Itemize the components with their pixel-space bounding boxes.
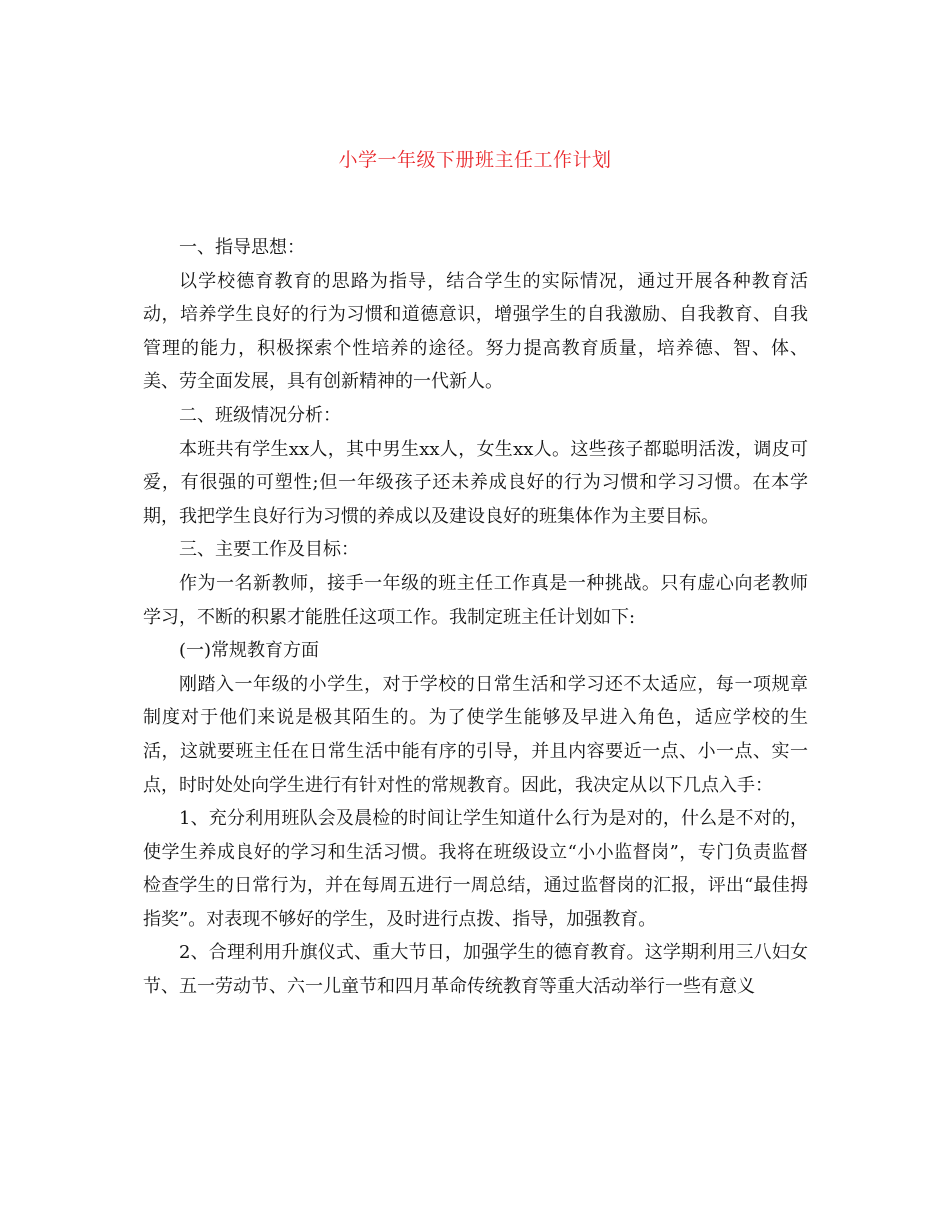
paragraph-main-work-intro: 作为一名新教师，接手一年级的班主任工作真是一种挑战。只有虚心向老教师学习，不断的积累才能胜任这项工作。我制定班主任计划如下: <box>143 572 808 628</box>
list-item-2: 2、合理利用升旗仪式、重大节日，加强学生的德育教育。这学期利用三八妇女节、五一劳动节、六一儿童节和四月革命传统教育等重大活动举行一些有意义 <box>143 942 808 998</box>
paragraph-routine-education: 刚踏入一年级的小学生，对于学校的日常生活和学习还不太适应，每一项规章制度对于他们来说是极其陌生的。为了使学生能够及早进入角色，适应学校的生活，这就要班主任在日常生活中能有序的引导，并且内容要近一点、小一点、实一点，时时处处向学生进行有针对性的常规教育。因此，我决定从以下几点入手： <box>143 673 808 796</box>
section-heading-main-work: 三、主要工作及目标： <box>179 539 359 561</box>
section-heading-class-analysis: 二、班级情况分析： <box>179 404 341 426</box>
paragraph-class-analysis: 本班共有学生xx人，其中男生xx人，女生xx人。这些孩子都聪明活泼，调皮可爱，有很强的可塑性;但一年级孩子还未养成良好的行为习惯和学习习惯。在本学期，我把学生良好行为习惯的养成以及建设良好的班集体作为主要目标。 <box>143 438 808 527</box>
document-body <box>143 231 808 1004</box>
section-heading-guiding-ideology: 一、指导思想： <box>179 237 305 258</box>
subsection-heading-routine-education: (一)常规教育方面 <box>179 640 320 662</box>
document-title: 小学一年级下册班主任工作计划 <box>338 149 612 171</box>
paragraph-guiding-ideology: 以学校德育教育的思路为指导，结合学生的实际情况，通过开展各种教育活动，培养学生良好的行为习惯和道德意识，增强学生的自我激励、自我教育、自我管理的能力，积极探索个性培养的途径。努力提高教育质量，培养德、智、体、美、劳全面发展，具有创新精神的一代新人。 <box>143 270 808 393</box>
list-item-1: 1、充分利用班队会及晨检的时间让学生知道什么行为是对的，什么是不对的，使学生养成良好的学习和生活习惯。我将在班级设立“小小监督岗”，专门负责监督检查学生的日常行为，并在每周五进行一周总结，通过监督岗的汇报，评出“最佳拇指奖”。对表现不够好的学生，及时进行点拨、指导，加强教育。 <box>143 808 808 930</box>
